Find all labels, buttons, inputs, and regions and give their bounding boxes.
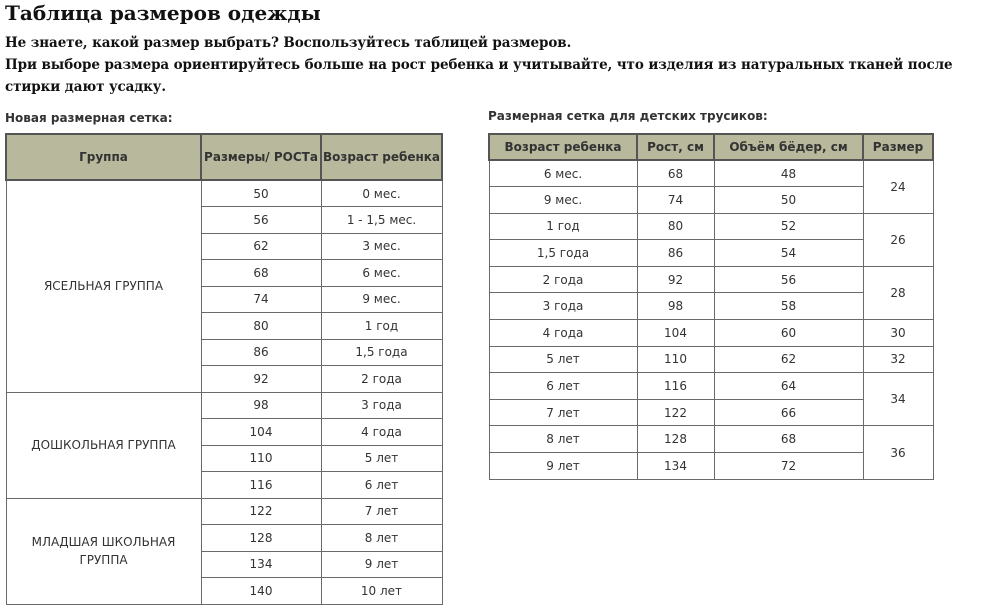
size-cell: 74 bbox=[201, 286, 321, 313]
group-name-cell: ДОШКОЛЬНАЯ ГРУППА bbox=[6, 392, 201, 498]
size-cell: 24 bbox=[863, 160, 933, 213]
table-row bbox=[489, 346, 933, 373]
hip-girth-cell: 72 bbox=[714, 453, 863, 480]
age-cell: 1 - 1,5 мес. bbox=[321, 207, 442, 234]
age-cell: 10 лет bbox=[321, 578, 442, 605]
underwear-table-body bbox=[489, 160, 933, 479]
child-age-cell: 5 лет bbox=[489, 346, 637, 373]
size-cell: 116 bbox=[201, 472, 321, 499]
group-name-cell: МЛАДШАЯ ШКОЛЬНАЯ ГРУППА bbox=[6, 498, 201, 604]
hip-girth-cell: 60 bbox=[714, 320, 863, 347]
hip-girth-cell: 58 bbox=[714, 293, 863, 320]
age-cell: 9 лет bbox=[321, 551, 442, 578]
height-cell: 74 bbox=[637, 187, 714, 214]
column-header-group: Группа bbox=[6, 134, 201, 180]
height-cell: 98 bbox=[637, 293, 714, 320]
table-row bbox=[489, 160, 933, 187]
size-cell: 86 bbox=[201, 339, 321, 366]
child-age-cell: 9 лет bbox=[489, 453, 637, 480]
hip-girth-cell: 56 bbox=[714, 266, 863, 293]
child-age-cell: 6 мес. bbox=[489, 160, 637, 187]
intro-line-2: При выборе размера ориентируйтесь больше на рост ребенка и учитывайте, что изделия из натуральных тканей после стирки дают усадку. bbox=[5, 57, 953, 95]
age-cell: 9 мес. bbox=[321, 286, 442, 313]
column-header-height: Рост, см bbox=[637, 134, 714, 160]
age-cell: 6 мес. bbox=[321, 260, 442, 287]
hip-girth-cell: 48 bbox=[714, 160, 863, 187]
size-cell: 36 bbox=[863, 426, 933, 479]
size-cell: 98 bbox=[201, 392, 321, 419]
child-age-cell: 3 года bbox=[489, 293, 637, 320]
child-age-cell: 1,5 года bbox=[489, 240, 637, 267]
page-title: Таблица размеров одежды bbox=[5, 1, 321, 25]
height-cell: 116 bbox=[637, 373, 714, 400]
size-cell: 32 bbox=[863, 346, 933, 373]
size-cell: 92 bbox=[201, 366, 321, 393]
age-cell: 3 мес. bbox=[321, 233, 442, 260]
hip-girth-cell: 52 bbox=[714, 213, 863, 240]
column-header-age: Возраст ребенка bbox=[321, 134, 442, 180]
height-cell: 86 bbox=[637, 240, 714, 267]
underwear-size-table bbox=[488, 133, 934, 480]
age-cell: 4 года bbox=[321, 419, 442, 446]
column-header-size: Размеры/ РОСТа bbox=[201, 134, 321, 180]
table-header-row bbox=[489, 134, 933, 160]
child-age-cell: 9 мес. bbox=[489, 187, 637, 214]
table-row bbox=[6, 498, 442, 525]
size-cell: 122 bbox=[201, 498, 321, 525]
child-age-cell: 2 года bbox=[489, 266, 637, 293]
height-cell: 68 bbox=[637, 160, 714, 187]
size-cell: 128 bbox=[201, 525, 321, 552]
underwear-table-caption: Размерная сетка для детских трусиков: bbox=[488, 109, 768, 123]
age-cell: 7 лет bbox=[321, 498, 442, 525]
age-cell: 3 года bbox=[321, 392, 442, 419]
table-row bbox=[6, 392, 442, 419]
size-cell: 50 bbox=[201, 180, 321, 207]
age-cell: 1 год bbox=[321, 313, 442, 340]
intro-line-1: Не знаете, какой размер выбрать? Воспользуйтесь таблицей размеров. bbox=[5, 35, 572, 51]
clothing-table-body bbox=[6, 180, 442, 604]
size-cell: 80 bbox=[201, 313, 321, 340]
child-age-cell: 6 лет bbox=[489, 373, 637, 400]
column-header-hip-girth: Объём бёдер, см bbox=[714, 134, 863, 160]
hip-girth-cell: 64 bbox=[714, 373, 863, 400]
height-cell: 92 bbox=[637, 266, 714, 293]
clothing-size-table bbox=[5, 133, 443, 605]
age-cell: 6 лет bbox=[321, 472, 442, 499]
hip-girth-cell: 62 bbox=[714, 346, 863, 373]
table-row bbox=[489, 373, 933, 400]
hip-girth-cell: 66 bbox=[714, 399, 863, 426]
age-cell: 2 года bbox=[321, 366, 442, 393]
table-row bbox=[489, 266, 933, 293]
size-cell: 34 bbox=[863, 373, 933, 426]
height-cell: 128 bbox=[637, 426, 714, 453]
size-cell: 68 bbox=[201, 260, 321, 287]
size-cell: 56 bbox=[201, 207, 321, 234]
table-header-row bbox=[6, 134, 442, 180]
hip-girth-cell: 50 bbox=[714, 187, 863, 214]
age-cell: 8 лет bbox=[321, 525, 442, 552]
size-cell: 30 bbox=[863, 320, 933, 347]
hip-girth-cell: 54 bbox=[714, 240, 863, 267]
child-age-cell: 1 год bbox=[489, 213, 637, 240]
size-cell: 26 bbox=[863, 213, 933, 266]
age-cell: 1,5 года bbox=[321, 339, 442, 366]
table-row bbox=[6, 180, 442, 207]
hip-girth-cell: 68 bbox=[714, 426, 863, 453]
size-cell: 28 bbox=[863, 266, 933, 319]
size-cell: 104 bbox=[201, 419, 321, 446]
height-cell: 80 bbox=[637, 213, 714, 240]
table-row bbox=[489, 426, 933, 453]
age-cell: 0 мес. bbox=[321, 180, 442, 207]
height-cell: 104 bbox=[637, 320, 714, 347]
size-cell: 110 bbox=[201, 445, 321, 472]
child-age-cell: 8 лет bbox=[489, 426, 637, 453]
table-row bbox=[489, 213, 933, 240]
height-cell: 110 bbox=[637, 346, 714, 373]
size-cell: 62 bbox=[201, 233, 321, 260]
child-age-cell: 4 года bbox=[489, 320, 637, 347]
size-cell: 140 bbox=[201, 578, 321, 605]
table-row bbox=[489, 320, 933, 347]
child-age-cell: 7 лет bbox=[489, 399, 637, 426]
column-header-size: Размер bbox=[863, 134, 933, 160]
height-cell: 122 bbox=[637, 399, 714, 426]
height-cell: 134 bbox=[637, 453, 714, 480]
intro-text bbox=[5, 32, 980, 98]
clothing-table-caption: Новая размерная сетка: bbox=[5, 111, 173, 125]
age-cell: 5 лет bbox=[321, 445, 442, 472]
group-name-cell: ЯСЕЛЬНАЯ ГРУППА bbox=[6, 180, 201, 392]
size-cell: 134 bbox=[201, 551, 321, 578]
column-header-child-age: Возраст ребенка bbox=[489, 134, 637, 160]
